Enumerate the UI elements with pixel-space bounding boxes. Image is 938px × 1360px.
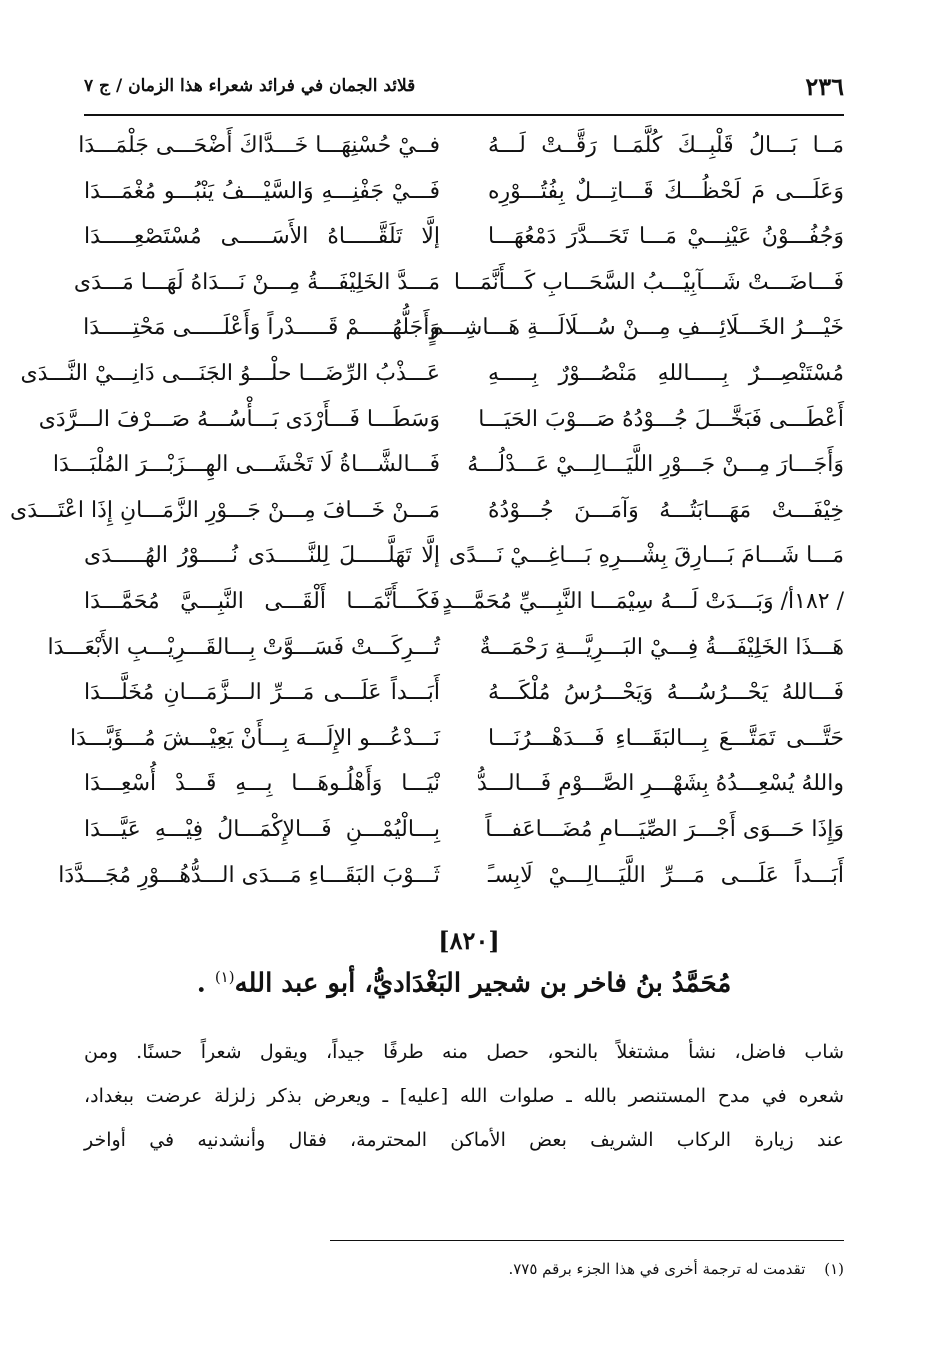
verse: [38, 398, 844, 442]
verse: [78, 124, 844, 168]
header-rule: [84, 114, 844, 116]
hemistich-second: مَـــدَّ الخَلِيْفَـــةُ مِـــنْ نَـــدَاهُ لَهَـــا مَـــدَى: [73, 269, 440, 295]
hemistich-second: نْيَـــا وَأَهْلُـوهَـــا بِـــهِ قَـــدْ أُسْعِـــدَا: [84, 771, 440, 797]
entry-title-end: .: [196, 968, 206, 999]
footnote: [508, 1260, 844, 1278]
body-text: [84, 1030, 844, 1162]
hemistich-second: فَكَـــأَنَّمَـــا أَلْقَـــى النَّبِـــيَّ مُحَمَّـــدَا: [84, 589, 440, 614]
hemistich-second: فَـــيْ جَفْنِـــهِ وَالسَّيْـــفُ يَنْبُـــو مُغْمَـــدَا: [84, 178, 440, 204]
hemistich-second: بِـــالْيُمْـــنِ فَـــالإِكْمَـــالُ فِيْـــهِ عَيَّـــدَا: [84, 817, 440, 842]
hemistich-first: أَبَـــداً عَلَـــى مَـــرِّ اللَّيَـــالِـــيْ لَابِسـً: [488, 862, 844, 888]
footnote-reference: (١): [214, 968, 235, 986]
footnote-rule: [330, 1240, 844, 1241]
hemistich-second: ثَـــوْبَ البَقَـــاءِ مَـــدَى الـــدُّهُـــوْرِ مُجَـــدَّدَا: [58, 862, 440, 888]
verse: [84, 762, 844, 806]
verse: [84, 671, 844, 715]
hemistich-first: مَـــا شَـــامَ بَـــارِقَ بِشْـــرِهِ بَـــاغِـــيْ نَـــدًى: [448, 543, 844, 569]
entry-number: [٨٢٠]: [438, 926, 500, 955]
hemistich-first: فَـــاللهُ يَحْـــرُسُـــهُ وَيَحْـــرُسُ مُلْكَـــهُ: [488, 680, 844, 706]
verse: [47, 626, 844, 670]
hemistich-second: أَبَـــداً عَلَـــى مَـــرِّ الـــزَّمَـــانِ مُخَلَّـــدَا: [84, 680, 440, 706]
verse: [20, 352, 844, 396]
hemistich-first: وَجُفُـــوْنُ عَيْنِـــيْ مَـــا تَحَـــدَّرَ دَمْعُهَـــا: [488, 224, 844, 250]
hemistich-first: واللهُ يُسْعِـــدُهُ بِشَهْـــرِ الصَّـــوْمِ فَـــالـــدُّ: [477, 771, 844, 797]
page-number: ٢٣٦: [805, 71, 844, 101]
verse: [10, 489, 844, 533]
entry-title-text: مُحَمَّدُ بنُ فاخر بن شجير البَغْدَاديُّ، أبو عبد الله: [234, 968, 732, 999]
verse: [84, 808, 844, 852]
hemistich-second: وَسَطَـــا فَـــأَرْدَى بَـــأْسُـــهُ صَـــرْفَ الـــرَّدَى: [38, 406, 440, 432]
verse: [84, 580, 844, 624]
hemistich-first: حَتَّـــى تَمَتَّـــعَ بِـــالبَقَـــاءِ فَـــدَهْـــرُنَـــا: [488, 725, 844, 751]
hemistich-first: خَيْـــرُ الخَـــلَائِـــفِ مِـــنْ سُـــلَالَـــةِ هَـــاشِـــمٍ: [429, 315, 844, 341]
verse: [52, 443, 844, 487]
running-title: قلائد الجمان في فرائد شعراء هذا الزمان / ج ٧: [84, 76, 416, 96]
hemistich-second: عَـــذْبُ الرِّضَـــا حلْـــوُ الجَنَـــى دَانِـــيْ النَّـــدَى: [20, 361, 440, 386]
hemistich-second: إلَّا تَهَلَّـــــلَ لِلنَّـــــدَى نُـــــوْرُ الهُـــــدَى: [84, 543, 440, 569]
hemistich-second: إلَّا تَلَقَّـــــاهُ الأَسَـــــى مُسْتَصْعِـــــدَا: [84, 224, 440, 250]
body-line: شعره في مدح المستنصر بالله ـ صلوات الله [عليه] ـ ويعرض بذكر زلزلة عرضت ببغداد،: [84, 1085, 844, 1107]
hemistich-second: تُـــرِكَـــتْ فَسَـــوَّتْ بِـــالقَـــرِيْـــبِ الأَبْعَـــدَا: [47, 634, 440, 660]
hemistich-first: أَعْطَـــى فَبَخَّـــلَ جُـــوْدُهُ صَـــوْبَ الحَيَـــا: [478, 406, 844, 432]
verse: [84, 534, 844, 578]
hemistich-first: وَأَجَـــارَ مِـــنْ جَـــوْرِ اللَّيَـــالِـــيْ عَـــدْلُـــهُ: [467, 452, 844, 478]
page-header: [84, 66, 844, 106]
hemistich-first: مُسْتَنْصِـــرٌ بِـــــاللهِ مَنْصُـــوْرٌ بِـــــهِ: [488, 361, 844, 386]
verse: [70, 717, 844, 761]
verse: [73, 261, 844, 305]
footnote-marker: (١): [824, 1260, 844, 1278]
hemistich-first: خِيْفَـــتْ مَهَـــابَتُـــهُ وَآمَـــنَ جُـــوْدُهُ: [488, 497, 844, 523]
body-line: شاب فاضل، نشأ مشتغلاً بالنحو، حصل منه طرفًا جيداً، ويقول شعراً حسنًا. ومن: [84, 1041, 844, 1063]
verse: [84, 215, 844, 259]
verse: [84, 306, 844, 350]
hemistich-second: فَـــالشَّـــاةُ لَا تَخْشَـــى الهِـــزَبْـــرَ المُلْبَـــدَا: [52, 452, 440, 478]
hemistich-second: نَـــدْعُـــو الإِلَـــهَ بِـــأَنْ يَعِيْـــشَ مُـــؤَبَّـــدَا: [70, 725, 440, 751]
hemistich-second: فــيْ حُسْنِهَـــا خَـــدَّاكَ أَضْحَـــى جَلْمَـــدَا: [78, 133, 440, 158]
entry-title: [84, 968, 844, 999]
hemistich-first: فَـــاضَـــتْ شَـــآبِيْـــبُ السَّحَـــابِ كَـــأَنَّمَـــا: [453, 269, 844, 295]
hemistich-first: وَإِذَا حَـــوَى أَجْـــرَ الصِّيَـــامِ مُضَـــاعَفـــاً: [485, 817, 844, 842]
hemistich-first: وَعَلَـــى مَ لَحْظُـــكَ قَـــاتِـــلٌ بِفُتُـــوْرِه: [488, 178, 844, 204]
footnote-text: تقدمت له ترجمة أخرى في هذا الجزء برقم ٧٧٥.: [508, 1260, 806, 1278]
hemistich-second: وَأَجَلُّهُـــــمْ قَـــــدْراً وَأَعْلَـــــى مَحْتِـــــدَا: [83, 315, 440, 341]
verse: [84, 170, 844, 214]
body-line: عند زيارة الركاب الشريف بعض الأماكن المحترمة، فقال وأنشدنيه في أواخر: [84, 1129, 844, 1151]
hemistich-second: مَـــنْ خَـــافَ مِـــنْ جَـــوْرِ الزَّمَـــانِ إِذَا اعْتَـــدَى: [10, 497, 440, 523]
hemistich-first: / ١٨٢أ/ وَبَـــدَتْ لَـــهُ سِيْمَـــا النَّبِـــيِّ مُحَمَّـــدٍ: [442, 589, 844, 614]
verse: [58, 854, 844, 898]
hemistich-first: هَـــذَا الخَلِيْفَـــةُ فِـــيْ البَـــرِيَّـــةِ رَحْمَـــةٌ: [479, 634, 844, 660]
hemistich-first: مَــا بَـــالُ قَلْبِــكَ كُلَّمَــا رَقَّــتْ لَـــهُ: [488, 133, 844, 158]
poem: [10, 124, 844, 904]
